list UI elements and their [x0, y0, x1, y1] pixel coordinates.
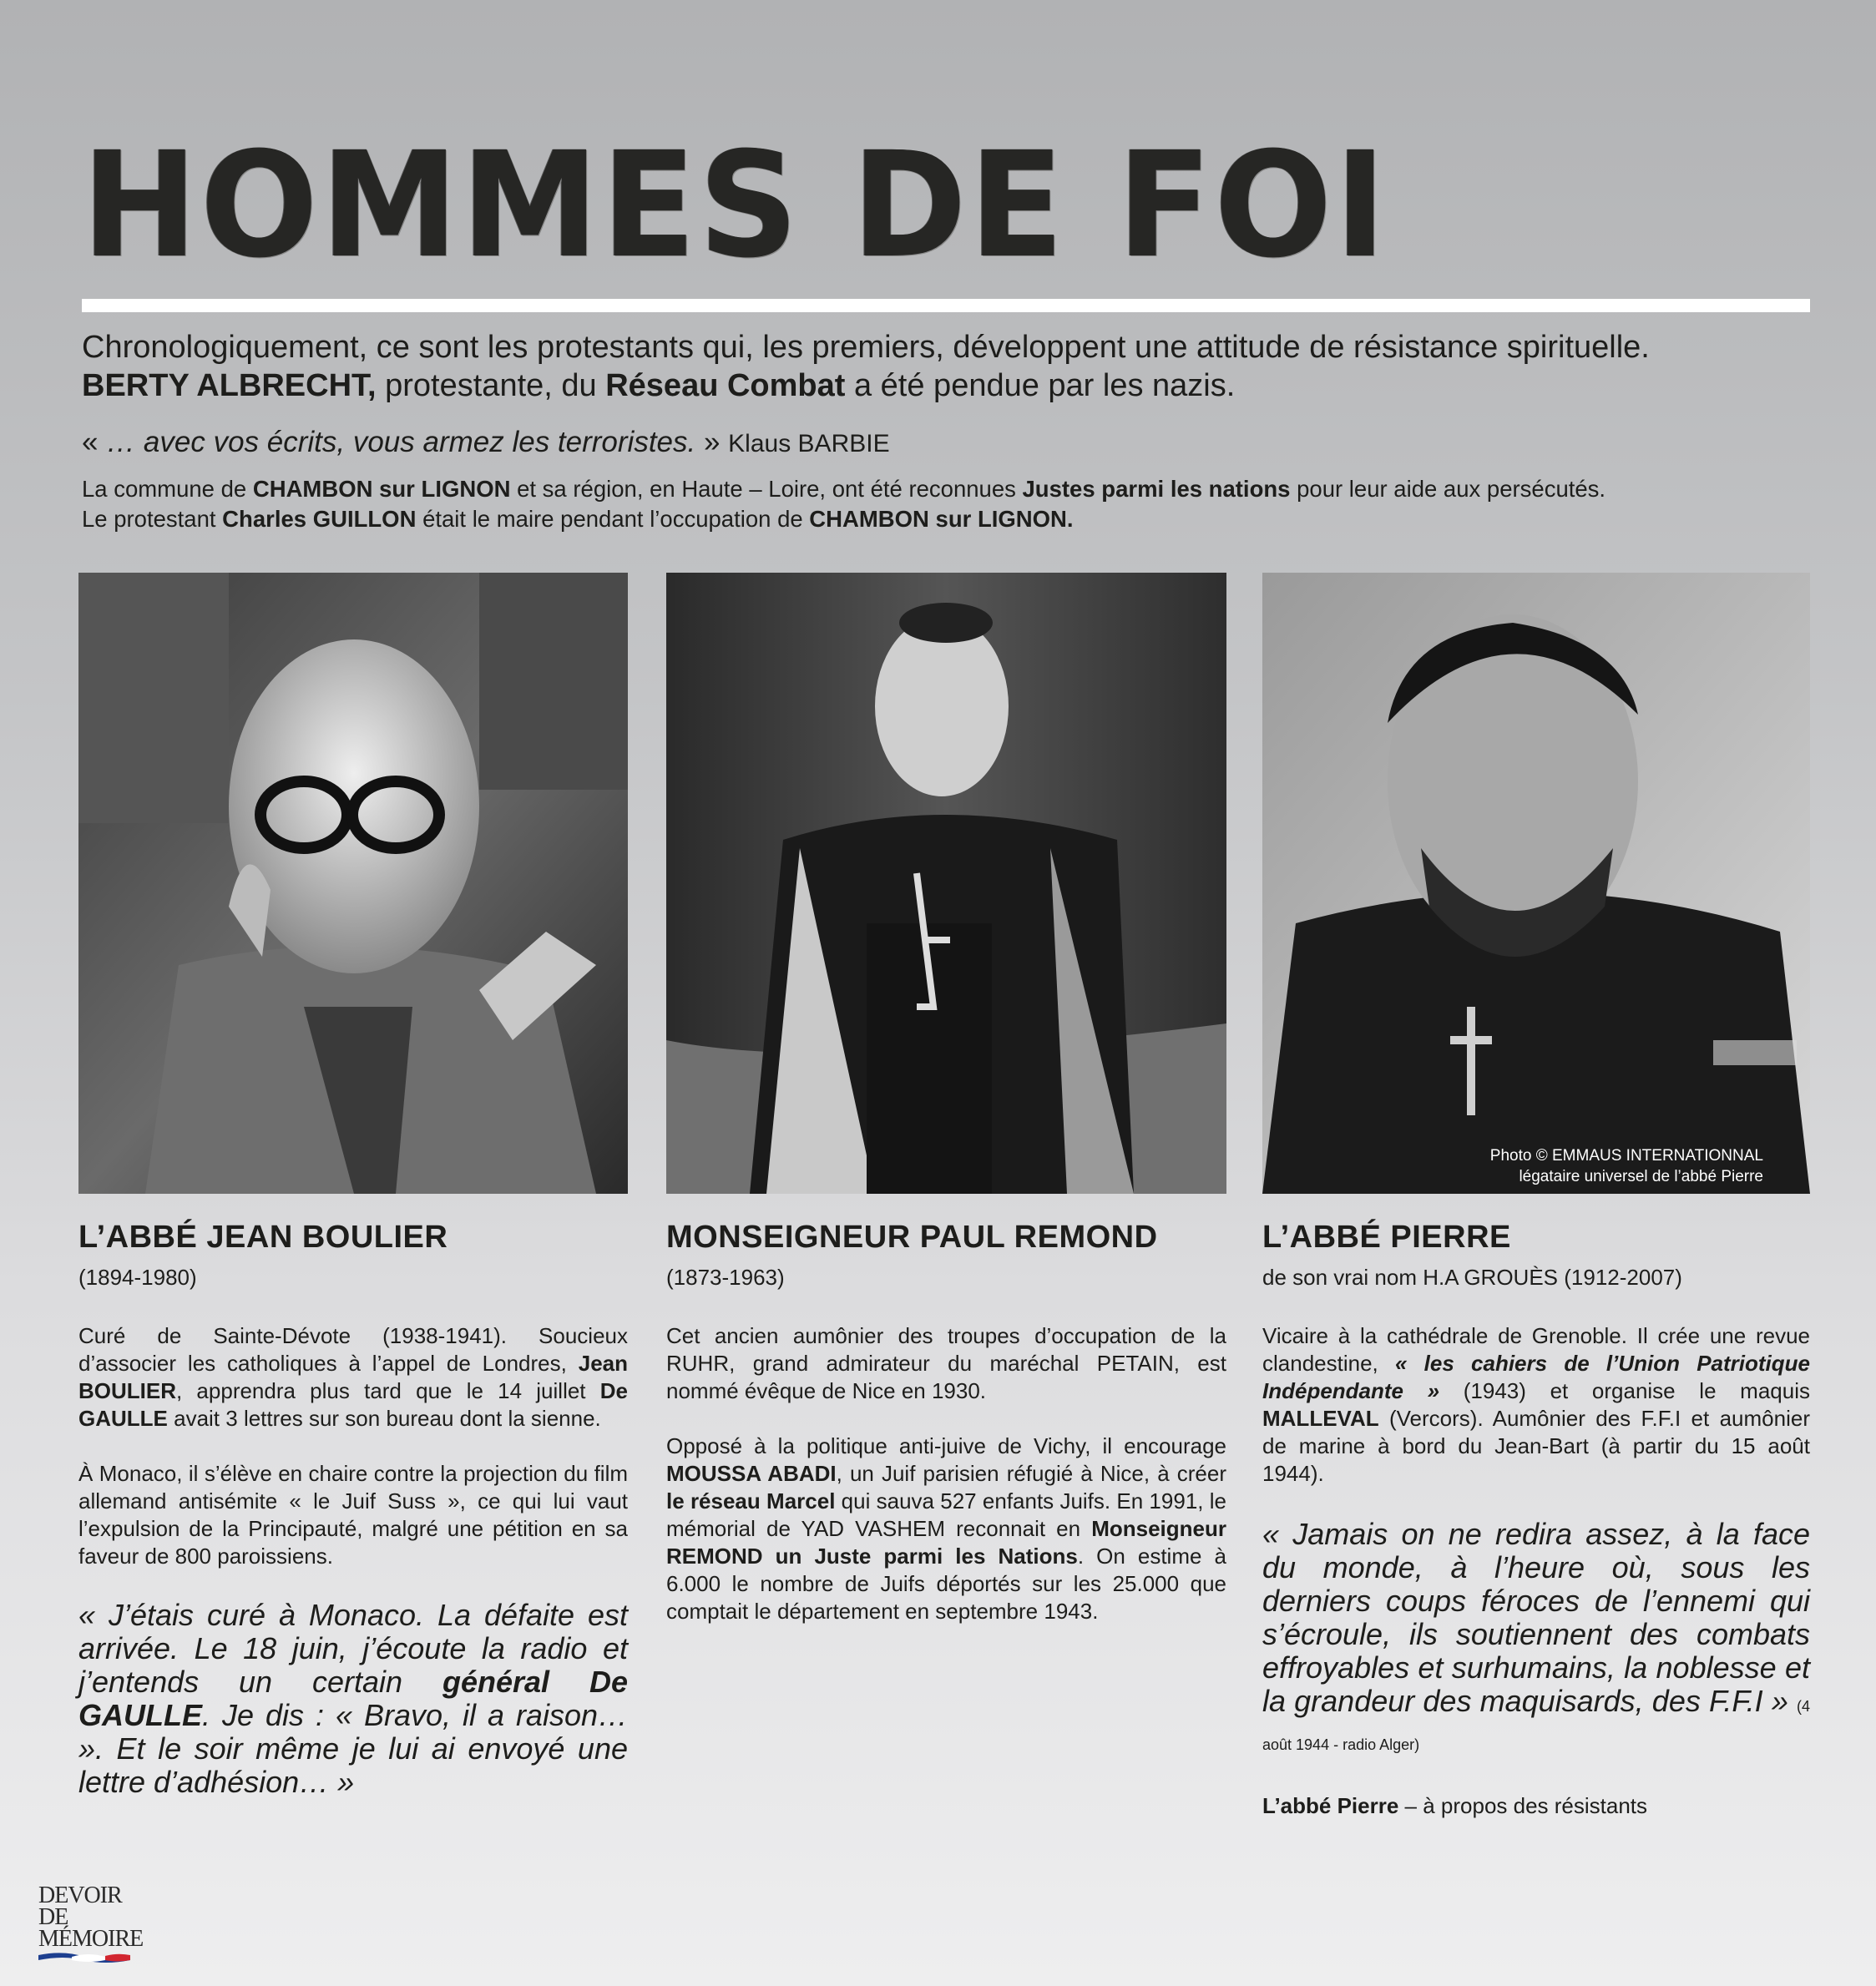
barbie-quote: [82, 424, 1818, 462]
chambon-paragraph: [82, 474, 1827, 534]
pierre-quote: [1262, 1518, 1810, 1761]
chambon-line-1: [82, 474, 1827, 504]
chambon-name: CHAMBON sur LIGNON: [252, 476, 511, 502]
bold-name: Monseigneur REMOND un Juste parmi les Nations: [666, 1516, 1226, 1569]
reseau-combat: Réseau Combat: [605, 368, 846, 403]
justes-label: Justes parmi les nations: [1022, 476, 1291, 502]
devoir-de-memoire-logo: [38, 1882, 147, 1952]
remond-paragraph-1: Cet ancien aumônier des troupes d’occupation de la RUHR, grand admirateur du maréchal PETAIN, est nommé évêque de Nice en 1930.: [666, 1323, 1226, 1403]
remond-paragraph-2: [666, 1433, 1226, 1625]
bold-name: le réseau Marcel: [666, 1488, 836, 1514]
remond-name: MONSEIGNEUR PAUL REMOND: [666, 1220, 1158, 1255]
photo-paul-remond: [666, 573, 1226, 1194]
bold-name: général De GAULLE: [78, 1665, 628, 1732]
column-remond: [666, 1217, 1226, 1625]
page-title: HOMMES DE FOI: [82, 121, 1389, 291]
text: Opposé à la politique anti-juive de Vichy, il encourage: [666, 1433, 1226, 1458]
column-boulier: [78, 1217, 628, 1829]
remond-dates: (1873-1963): [666, 1265, 785, 1290]
text: , apprendra plus tard que le 14 juillet: [176, 1378, 600, 1403]
bold-name: MALLEVAL: [1262, 1406, 1379, 1431]
bold-name: Jean BOULIER: [78, 1351, 628, 1403]
chambon-text: était le maire pendant l’occupation de: [416, 506, 810, 532]
text: « Jamais on ne redira assez, à la face du monde, à l’heure où, sous les derniers coups féroces de l’ennemi qui s’écroule, ils soutiennent des combats effroyables et surhumains, la noblesse et la grandeur des maquisards, des F.F.I »: [1262, 1517, 1810, 1718]
column-pierre: [1262, 1217, 1810, 1820]
pierre-portrait-image: [1262, 573, 1810, 1194]
text: avait 3 lettres sur son bureau dont la sienne.: [167, 1406, 601, 1431]
intro-text-end: a été pendue par les nazis.: [845, 368, 1236, 403]
chambon-text: pour leur aide aux persécutés.: [1290, 476, 1606, 502]
boulier-quote: [78, 1599, 628, 1799]
intro-line-1: Chronologiquement, ce sont les protestants qui, les premiers, développent une attitude de résistance spirituelle.: [82, 330, 1650, 365]
photo-credit: [1490, 1145, 1763, 1187]
text: . Je dis : « Bravo, il a raison… ». Et le soir même je lui ai envoyé une lettre d’adhésion… »: [78, 1698, 628, 1799]
chambon-name: CHAMBON sur LIGNON.: [809, 506, 1074, 532]
boulier-paragraph-1: [78, 1322, 628, 1433]
text: – à propos des résistants: [1398, 1793, 1648, 1818]
title-divider: [82, 299, 1810, 312]
pierre-name: L’ABBÉ PIERRE: [1262, 1220, 1511, 1255]
photo-jean-boulier: [78, 573, 628, 1194]
bold-name: De GAULLE: [78, 1378, 628, 1431]
text: qui sauva 527 enfants Juifs. En 1991, le mémorial de YAD VASHEM reconnait en: [666, 1488, 1226, 1541]
pierre-paragraph-1: [1262, 1322, 1810, 1488]
credit-line-2: légataire universel de l’abbé Pierre: [1519, 1168, 1763, 1185]
quote-close: »: [695, 426, 729, 458]
bold-name: L’abbé Pierre: [1262, 1793, 1399, 1818]
boulier-paragraph-2: À Monaco, il s’élève en chaire contre la projection du film allemand antisémite « le Juif Suss », ce qui lui vaut l’expulsion de la Principauté, malgré une pétition en sa faveur de 800 paroissiens.: [78, 1461, 628, 1569]
text: (Vercors). Aumônier des F.F.I et aumônier de marine à bord du Jean-Bart (à partir du 15 août 1944).: [1262, 1406, 1810, 1486]
quote-open: «: [82, 426, 107, 458]
bold-title: « les cahiers de l’Union Patriotique Indépendante »: [1262, 1351, 1810, 1403]
chambon-line-2: [82, 504, 1827, 534]
chambon-text: La commune de: [82, 476, 253, 502]
logo-line-2: MÉMOIRE: [38, 1926, 144, 1952]
boulier-name: L’ABBÉ JEAN BOULIER: [78, 1220, 448, 1255]
remond-portrait-image: [666, 573, 1226, 1194]
pierre-signature: [1262, 1791, 1810, 1820]
tricolor-flag-icon: [38, 1950, 130, 1965]
text: . On estime à 6.000 le nombre de Juifs déportés sur les 25.000 que comptait le département en septembre 1943.: [666, 1544, 1226, 1624]
intro-text: protestante, du: [376, 368, 606, 403]
quote-source: (4 août 1944 - radio Alger): [1262, 1698, 1810, 1753]
boulier-portrait-image: [78, 573, 628, 1194]
text: Vicaire à la cathédrale de Grenoble. Il crée une revue clandestine,: [1262, 1323, 1810, 1376]
chambon-text: Le protestant: [82, 506, 223, 532]
berty-albrecht-name: BERTY ALBRECHT,: [82, 368, 377, 403]
boulier-dates: (1894-1980): [78, 1265, 197, 1290]
chambon-text: et sa région, en Haute – Loire, ont été reconnues: [510, 476, 1023, 502]
text: (1943) et organise le maquis: [1439, 1378, 1810, 1403]
logo-line-1: DEVOIR DE: [38, 1882, 122, 1930]
intro-paragraph: [82, 328, 1818, 405]
guillon-name: Charles GUILLON: [222, 506, 417, 532]
photo-abbe-pierre: [1262, 573, 1810, 1194]
pierre-dates: de son vrai nom H.A GROUÈS (1912-2007): [1262, 1265, 1682, 1290]
credit-line-1: Photo © EMMAUS INTERNATIONNAL: [1489, 1147, 1763, 1165]
text: Curé de Sainte-Dévote (1938-1941). Soucieux d’associer les catholiques à l’appel de Londres,: [78, 1323, 628, 1376]
intro-line-2: [82, 366, 1818, 405]
text: , un Juif parisien réfugié à Nice, à créer: [836, 1461, 1226, 1486]
text: « J’étais curé à Monaco. La défaite est arrivée. Le 18 juin, j’écoute la radio et j’entends un certain: [78, 1598, 628, 1699]
quote-author: Klaus BARBIE: [728, 430, 890, 457]
quote-text: … avec vos écrits, vous armez les terroristes.: [106, 426, 696, 458]
bold-name: MOUSSA ABADI: [666, 1461, 837, 1486]
